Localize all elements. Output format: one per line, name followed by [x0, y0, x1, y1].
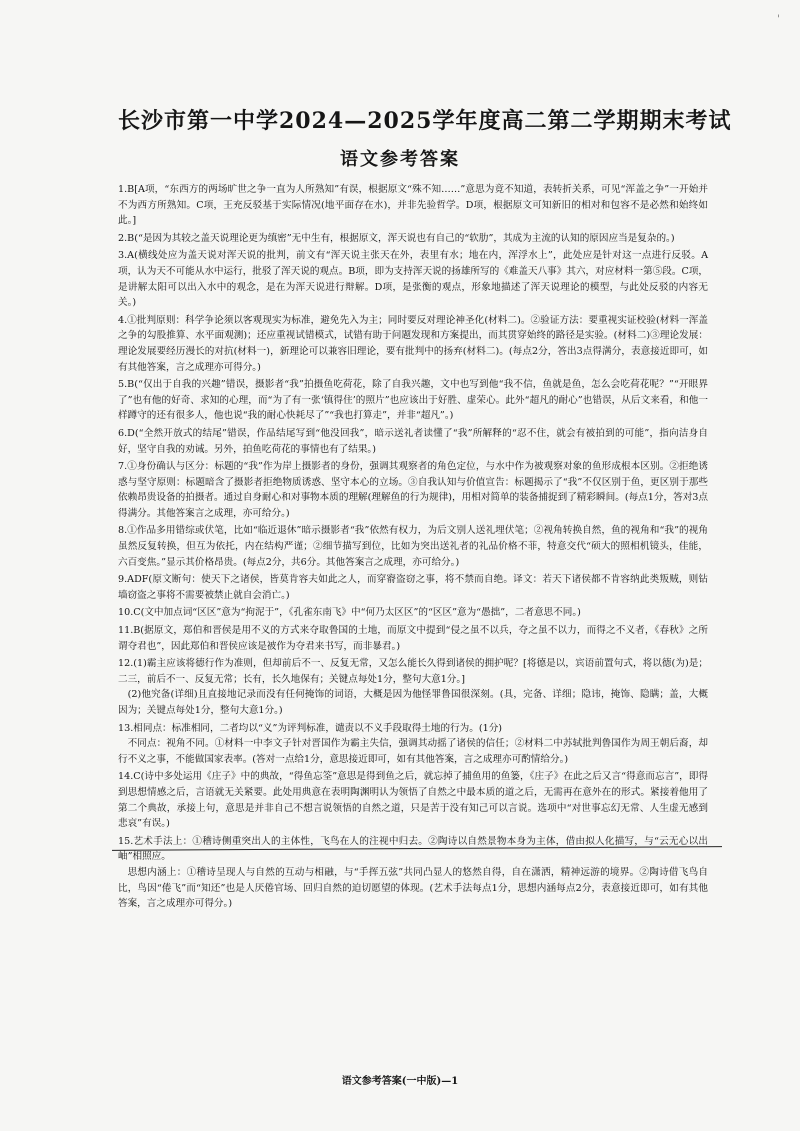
- answer-text: 10.C(文中加点词“区区”意为“拘泥于”，《孔雀东南飞》中“何乃太区区”的“区区”意为“愚拙”，二者意思不同。): [118, 607, 581, 619]
- answer-item: [118, 248, 708, 310]
- answer-item: [118, 231, 708, 247]
- answer-item: [118, 523, 708, 570]
- answer-subtext: 思想内涵上：①稽诗呈现人与自然的互动与相融，与“手挥五弦”共同凸显人的悠然自得，自在潇洒，精神远游的境界。②陶诗借飞鸟自比，鸟因“倦飞”而“知还”也是人厌倦官场、回归自然的迫切愿望的体现。(艺术手法每点1分，思想内涵每点2分，表意接近即可，如有其他答案，言之成理亦可得分。): [118, 866, 708, 910]
- answer-item: [118, 605, 708, 621]
- page-footer: 语文参考答案(一中版)—1: [341, 1076, 459, 1087]
- answer-list: [118, 182, 708, 914]
- answer-item: [118, 426, 708, 457]
- answer-text: 12.(1)霸主应该将德行作为准则，但却前后不一、反复无常，又怎么能长久得到诸侯的拥护呢？[将德是以，宾语前置句式，将以德(为)是；二三，前后不一、反复无常；长有，长久地保有；关键点每处1分，整句大意1分。]: [118, 658, 708, 685]
- answer-text: 15.艺术手法上：①稽诗侧重突出人的主体性，飞鸟在人的注视中归去。②陶诗以自然景物本身为主体，借由拟人化描写，与“云无心以出岫”相照应。: [118, 835, 708, 863]
- answer-text: 3.A(横线处应为盖天说对浑天说的批判，前文有“浑天说主张天在外，表里有水；地在内，浑浮水上”，此处应是针对这一点进行反驳。A项，认为天不可能从水中运行，批驳了浑天说的观点。B项，即为支持浑天说的扬雄所写的《难盖天八事》其六，对应材料一第⑤段。C项，是讲解太阳可以出入水中的观念，是在为浑天说进行辩解。D项，是张衡的观点，形象地描述了浑天说理论的模型，与此处反驳的内容无关。): [118, 250, 709, 309]
- answer-text: 2.B(“是因为其较之盖天说理论更为缜密”无中生有，根据原文，浑天说也有自己的“软肋”，其成为主流的认知的原因应当是复杂的。): [118, 232, 675, 244]
- answer-item: [118, 656, 708, 718]
- answer-item: [118, 834, 708, 912]
- answer-subtext: 不同点：视角不同。①材料一中李文子针对晋国作为霸主失信，强调其动摇了诸侯的信任；②材料二中苏轼批判鲁国作为周王朝后裔，却行不义之事，不能做国家表率。(答对一点给1分，意思接近即可，如有其他答案，言之成理亦可酌情给分。): [118, 738, 708, 765]
- answer-item: [118, 721, 708, 768]
- answer-text: 1.B[A项，“东西方的两场旷世之争一直为人所熟知”有误，根据原文“殊不知……”意思为竟不知道，表转折关系，可见“浑盖之争”一开始并不为西方所熟知。C项，王充反驳基于实际情况(地平面存在水)，并非先验哲学。D项，根据原文可知新旧的相对和包容不是必然和始终如此。]: [118, 184, 708, 227]
- answer-item: [118, 572, 708, 603]
- answer-text: 11.B(据原文，郑伯和晋侯是用不义的方式来夺取鲁国的土地，而原文中提到“侵之虽不以兵，夺之虽不以力，而得之不义者，《春秋》之所谓夺君也”，因此郑伯和晋侯应该是被作为夺君来书写，而非暴君。): [118, 625, 708, 652]
- answer-text: 9.ADF(原文断句：使天下之诸侯，皆莫肯容夫如此之人，而穿窬盗窃之事，将不禁而自绝。译文：若天下诸侯都不肯容纳此类叛贼，则钻墙窃盗之事将不需要被禁止就自会消亡。): [118, 574, 708, 601]
- corner-mark: ': [777, 14, 780, 25]
- answer-text: 13.相同点：标准相同，二者均以“义”为评判标准，谴责以不义手段取得土地的行为。(1分): [118, 722, 503, 734]
- answer-item: [118, 313, 708, 375]
- answer-item: [118, 182, 708, 229]
- answer-item: [118, 623, 708, 654]
- answer-item: [118, 769, 708, 831]
- answer-text: 7.①身份确认与区分：标题的“我”作为岸上摄影者的身份，强调其观察者的角色定位，与水中作为被观察对象的鱼形成根本区别。②拒绝诱惑与坚守原则：标题暗含了摄影者拒绝物质诱惑、坚守本心的立场。③自我认知与价值宣告：标题揭示了“我”不仅区别于鱼，更区别于那些依赖昂贵设备的拍摄者。通过自身耐心和对事物本质的理解(理解鱼的行为规律)，用相对简单的装备捕捉到了精彩瞬间。(每点1分，答对3点得满分。其他答案言之成理，亦可给分。): [118, 461, 708, 519]
- answer-subtitle: 语文参考答案: [340, 149, 460, 170]
- exam-title: 长沙市第一中学2024—2025学年度高二第二学期期末考试: [118, 108, 732, 134]
- answer-subtext: (2)他究备(详细)且直接地记录而没有任何掩饰的词语，大概是因为他怪罪鲁国很深刻。(具，完备、详细；隐讳，掩饰、隐瞒；盖，大概因为；关键点每处1分，整句大意1分。): [118, 689, 708, 716]
- answer-text: 14.C(诗中多处运用《庄子》中的典故，“得鱼忘筌”意思是得到鱼之后，就忘掉了捕鱼用的鱼篓，《庄子》在此之后又言“得意而忘言”，即得到思想情感之后，言语就无关紧要。此处用典意在表明陶渊明认为领悟了自然之中最本质的道之后，无需再在意外在的形式。紧接着他用了第二个典故，承接上句，意思是并非自己不想言说领悟的自然之道，只是苦于没有知己可以言说。选项中“对世事忘幻无常、人生虚无感到悲哀”有误。): [118, 771, 708, 830]
- answer-text: 6.D(“全然开放式的结尾”错误，作品结尾写到“他没回我”，暗示送礼者读懂了“我”所解释的“忍不住，就会有被拍到的可能”，指向洁身自好，坚守自我的劝诫。另外，拍鱼吃荷花的事情也有了结果。): [118, 427, 708, 455]
- answer-text: 4.①批判原则：科学争论须以客观现实为标准，避免先入为主；同时要反对理论神圣化(材料二)。②验证方法：要重视实证校验(材料一浑盖之争的勾股推算、水平面观测)；还应重视试错模式，试错有助于问题发现和方案提出，而其贯穿始终的路径是实验。(材料二)③理论发展：理论发展要经历漫长的对抗(材料一)，新理论可以兼容旧理论，要有批判中的扬弃(材料二)。(每点2分，答出3点得满分，表意接近即可，如有其他答案，言之成理亦可得分。): [118, 314, 708, 373]
- answer-text: 8.①作品多用错综或伏笔，比如“临近退休”暗示摄影者“我”依然有权力，为后文别人送礼埋伏笔；②视角转换自然，鱼的视角和“我”的视角虽然反复转换，但互为依托，内在结构严谨；②细节描写到位，比如为突出送礼者的礼品价格不菲，特意交代“硕大的照相机镜头，佳能，六百变焦。”显示其价格昂贵。(每点2分，共6分。其他答案言之成理，亦可给分。): [118, 525, 708, 568]
- answer-item: [118, 459, 708, 521]
- answer-text: 5.B(“仅出于自我的兴趣”错误，摄影者“我”拍摄鱼吃荷花，除了自我兴趣，文中也写到他“我不信，鱼就是鱼，怎么会吃荷花呢？”“开眼界了”也有他的好奇、求知的心理，而“为了有一张‘镇得住’的照片”也应该出于好胜、虚荣心。此外“超凡的耐心”也错误，从后文来看，和他一样蹲守的还有很多人，他也说“我的耐心快耗尽了”“我也打算走”，并非“超凡”。): [118, 379, 708, 422]
- answer-item: [118, 377, 708, 424]
